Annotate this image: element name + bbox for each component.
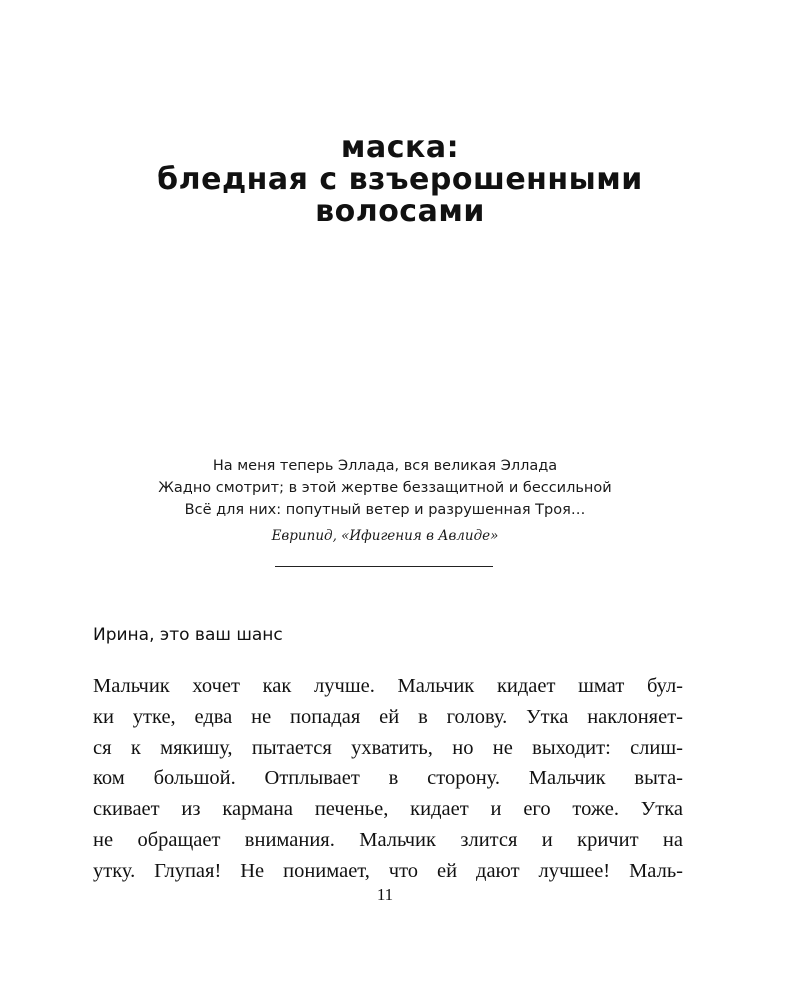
body-line: ся к мякишу, пытается ухватить, но не выходит: слиш-: [93, 736, 683, 759]
section-heading: Ирина, это ваш шанс: [93, 625, 283, 645]
epigraph: [0, 455, 770, 546]
body-line: Мальчик хочет как лучше. Мальчик кидает шмат бул-: [93, 675, 683, 697]
epigraph-line: Жадно смотрит; в этой жертве беззащитной и бессильной: [158, 480, 612, 496]
divider: [275, 566, 493, 567]
chapter-title: [0, 132, 800, 228]
epigraph-line: Всё для них: попутный ветер и разрушенная Троя…: [184, 502, 586, 518]
epigraph-source: Еврипид, «Ифигения в Авлиде»: [271, 528, 499, 544]
body-text: [93, 671, 683, 887]
body-line: ки утке, едва не попадая ей в голову. Утка наклоняет-: [93, 705, 683, 728]
page-number: 11: [376, 885, 394, 904]
chapter-title-line: маска:: [340, 130, 460, 165]
body-line: ком большой. Отплывает в сторону. Мальчик выта-: [93, 767, 683, 790]
chapter-title-line: волосами: [315, 194, 485, 229]
body-line: утку. Глупая! Не понимает, что ей дают лучшее! Маль-: [93, 859, 683, 882]
chapter-title-line: бледная с взъерошенными: [157, 162, 643, 197]
body-line: скивает из кармана печенье, кидает и его тоже. Утка: [93, 798, 683, 821]
epigraph-line: На меня теперь Эллада, вся великая Эллада: [212, 458, 558, 474]
body-line: не обращает внимания. Мальчик злится и кричит на: [93, 828, 683, 851]
